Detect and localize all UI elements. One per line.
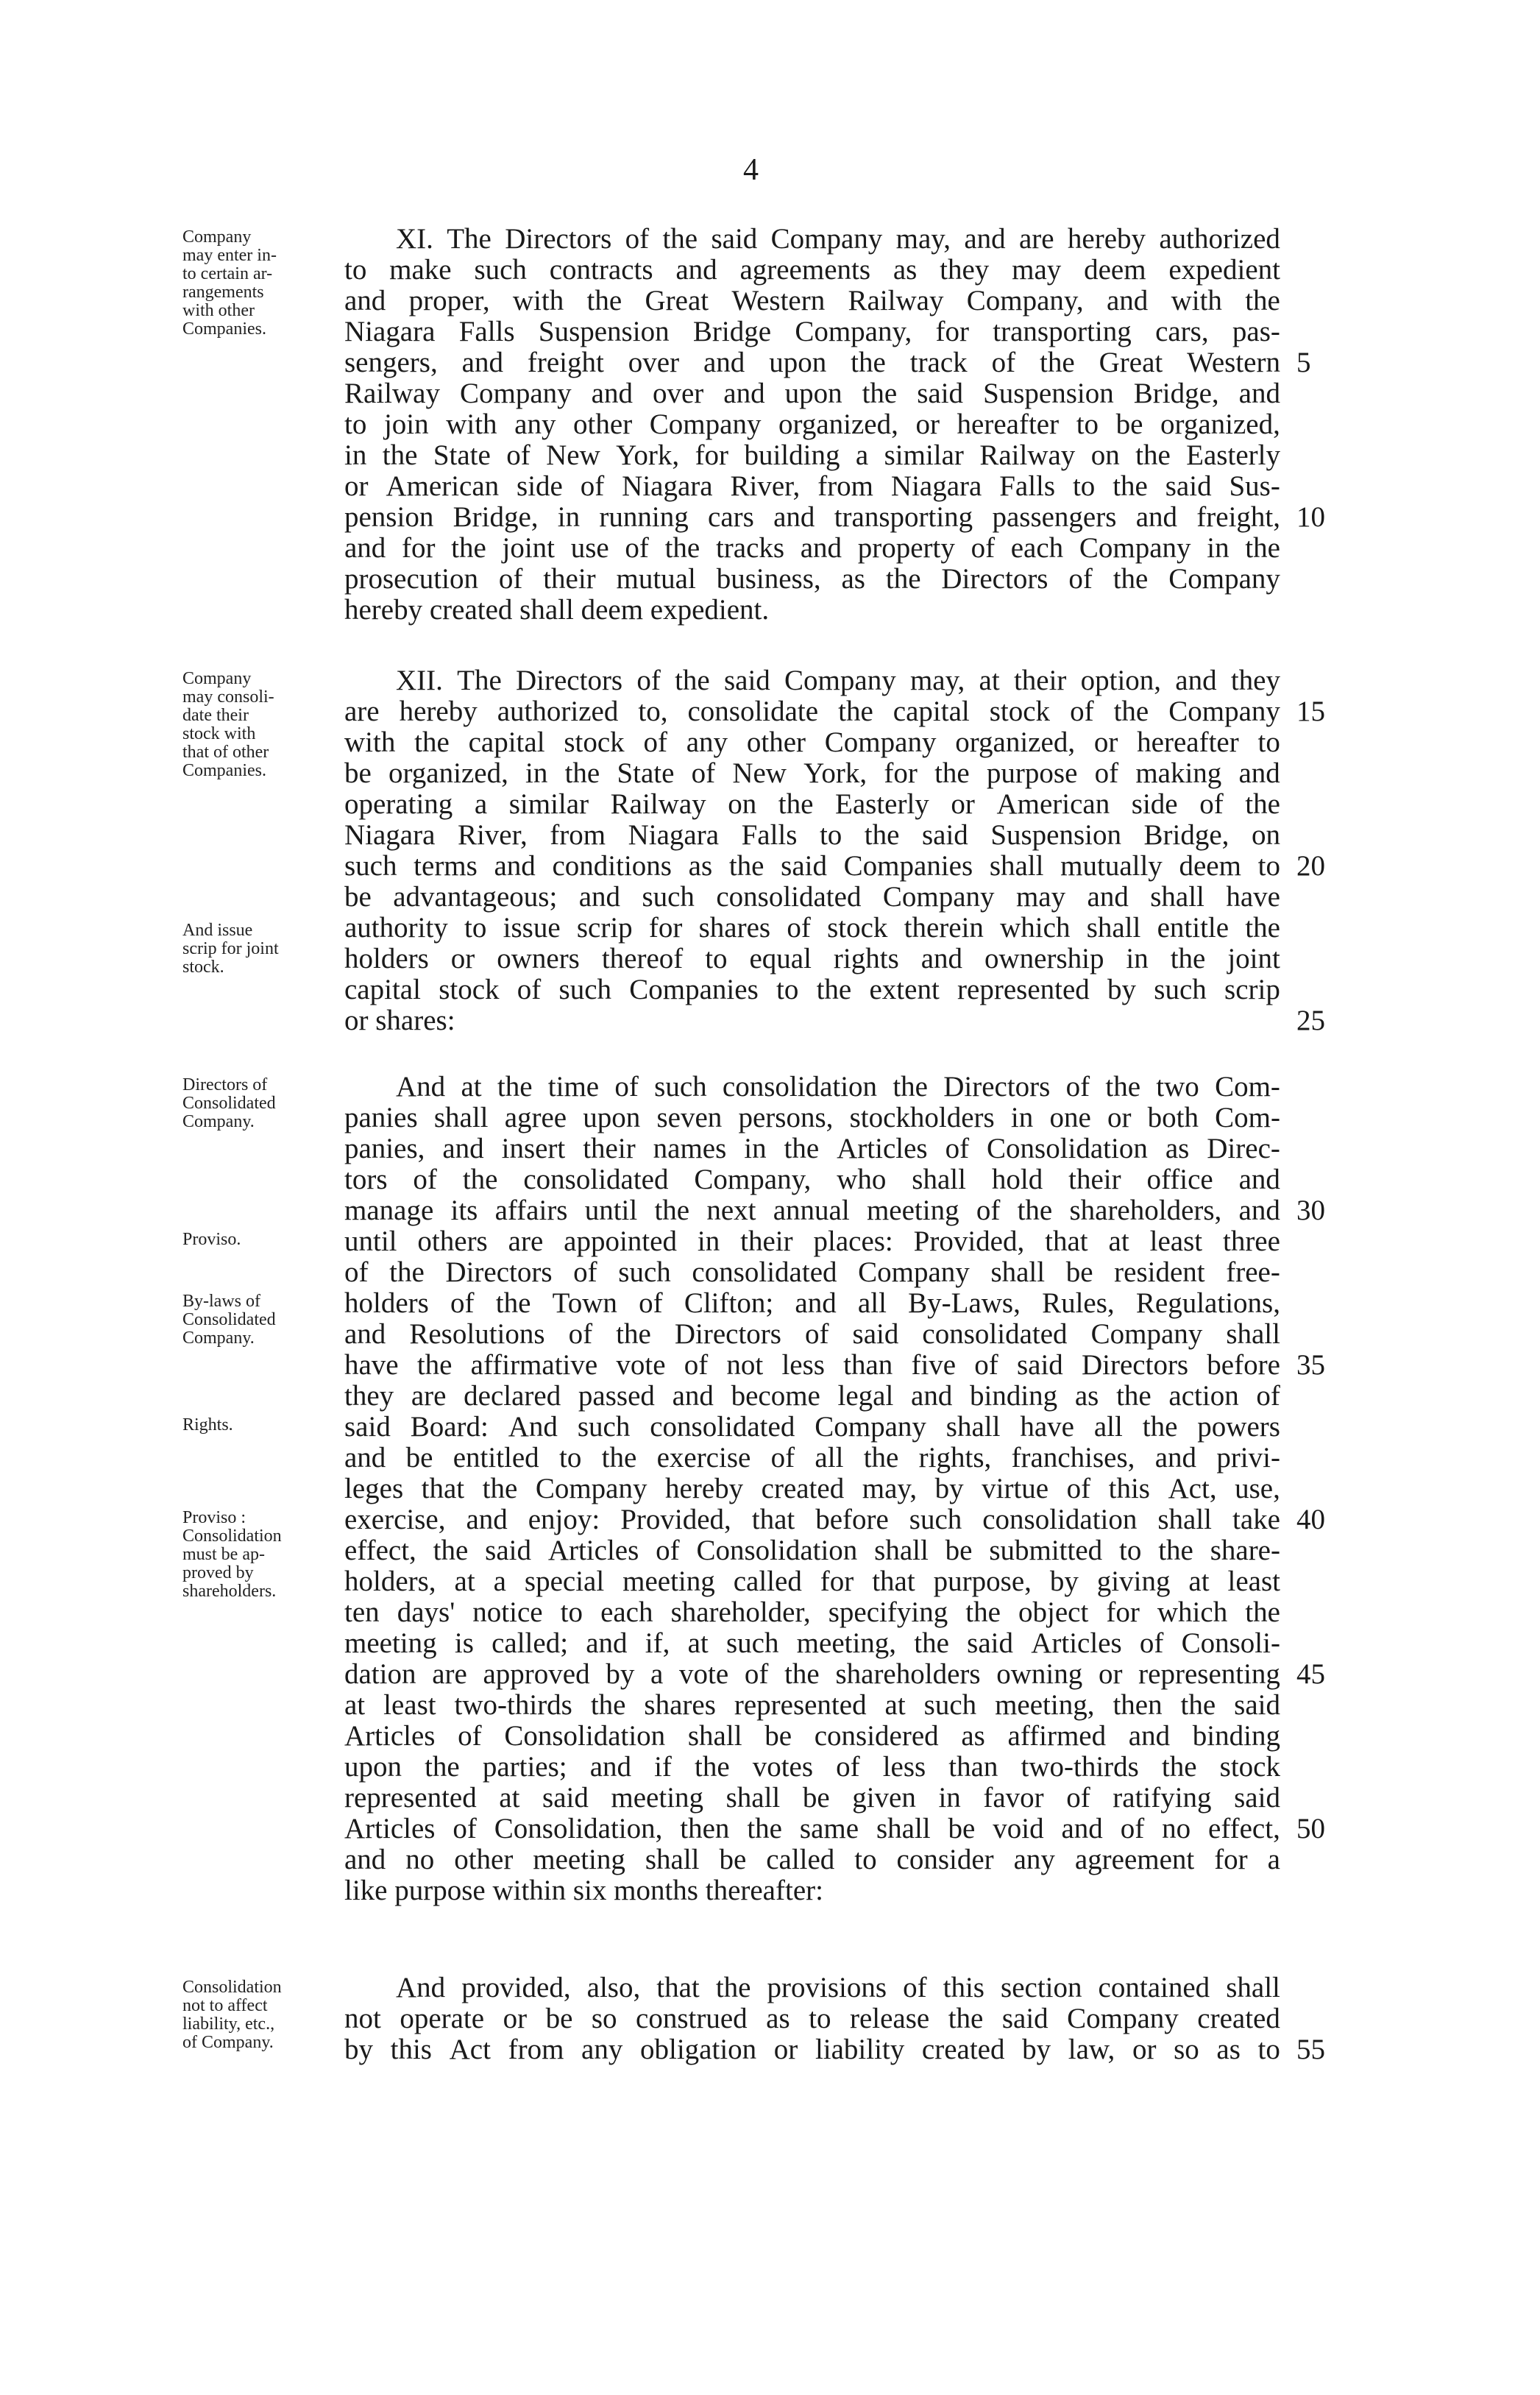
text-line: until others are appointed in their places: Provided, that at least three — [344, 1225, 1280, 1257]
text-line: manage its affairs until the next annual meeting of the shareholders, and — [344, 1195, 1280, 1226]
text-line: such terms and conditions as the said Companies shall mutually deem to — [344, 850, 1280, 882]
text-line: like purpose within six months thereafter: — [344, 1875, 823, 1906]
text-line: Articles of Consolidation, then the same shall be void and of no effect, — [344, 1813, 1280, 1844]
line-number: 35 — [1296, 1349, 1325, 1381]
text-line: And provided, also, that the provisions of this section contained shall — [396, 1972, 1280, 2003]
page-number: 4 — [743, 153, 759, 187]
margin-note-company-may-enter: Company may enter in- to certain ar- rangements with other Companies. — [182, 227, 277, 339]
text-line: Niagara River, from Niagara Falls to the said Suspension Bridge, on — [344, 819, 1280, 851]
line-number: 50 — [1296, 1813, 1325, 1844]
text-line: to join with any other Company organized, or hereafter to be organized, — [344, 408, 1280, 440]
text-line: said Board: And such consolidated Company shall have all the powers — [344, 1411, 1280, 1443]
section-body — [344, 665, 1280, 1036]
text-line: be advantageous; and such consolidated Company may and shall have — [344, 881, 1280, 913]
text-line: XII. The Directors of the said Company may, at their option, and they — [396, 665, 1280, 696]
line-number: 10 — [1296, 501, 1325, 533]
text-line: holders or owners thereof to equal rights and ownership in the joint — [344, 943, 1280, 974]
text-line: and Resolutions of the Directors of said consolidated Company shall — [344, 1318, 1280, 1350]
text-line: and no other meeting shall be called to consider any agreement for a — [344, 1844, 1280, 1875]
text-line: operating a similar Railway on the Easterly or American side of the — [344, 788, 1280, 820]
text-line: have the affirmative vote of not less than five of said Directors before — [344, 1349, 1280, 1381]
text-line: at least two-thirds the shares represented at such meeting, then the said — [344, 1689, 1280, 1721]
text-line: Niagara Falls Suspension Bridge Company, for transporting cars, pas- — [344, 316, 1280, 347]
text-line: dation are approved by a vote of the shareholders owning or representing — [344, 1658, 1280, 1690]
text-line: or shares: — [344, 1005, 455, 1036]
section-body — [344, 1072, 1280, 1906]
text-line: pension Bridge, in running cars and transporting passengers and freight, — [344, 501, 1280, 533]
margin-note-proviso-consolidation: Proviso : Consolidation must be ap- proved by shareholders. — [182, 1508, 282, 1601]
text-line: meeting is called; and if, at such meeting, the said Articles of Consoli- — [344, 1627, 1280, 1659]
text-line: tors of the consolidated Company, who shall hold their office and — [344, 1164, 1280, 1195]
line-number: 40 — [1296, 1504, 1325, 1535]
text-line: hereby created shall deem expedient. — [344, 594, 770, 626]
text-line: are hereby authorized to, consolidate the capital stock of the Company — [344, 696, 1280, 727]
text-line: in the State of New York, for building a similar Railway on the Easterly — [344, 439, 1280, 471]
text-line: or American side of Niagara River, from Niagara Falls to the said Sus- — [344, 470, 1280, 502]
section-body — [344, 1973, 1280, 2065]
text-line: holders of the Town of Clifton; and all By-Laws, Rules, Regulations, — [344, 1287, 1280, 1319]
text-line: ten days' notice to each shareholder, specifying the object for which the — [344, 1596, 1280, 1628]
text-line: prosecution of their mutual business, as the Directors of the Company — [344, 563, 1280, 595]
section-body — [344, 224, 1280, 626]
text-line: and for the joint use of the tracks and property of each Company in the — [344, 532, 1280, 564]
margin-note-directors: Directors of Consolidated Company. — [182, 1075, 276, 1131]
text-line: and be entitled to the exercise of all the rights, franchises, and privi- — [344, 1442, 1280, 1474]
text-line: not operate or be so construed as to release the said Company created — [344, 2003, 1280, 2034]
text-line: represented at said meeting shall be given in favor of ratifying said — [344, 1782, 1280, 1814]
line-number: 15 — [1296, 696, 1325, 727]
text-line: Articles of Consolidation shall be considered as affirmed and binding — [344, 1720, 1280, 1752]
margin-note-company-may-consolidate: Company may consoli- date their stock with that of other Companies. — [182, 669, 274, 780]
line-number: 45 — [1296, 1658, 1325, 1690]
text-line: exercise, and enjoy: Provided, that before such consolidation shall take — [344, 1504, 1280, 1535]
margin-note-bylaws: By-laws of Consolidated Company. — [182, 1292, 276, 1348]
margin-note-consolidation-liability: Consolidation not to affect liability, etc., of Company. — [182, 1978, 282, 2052]
text-line: be organized, in the State of New York, for the purpose of making and — [344, 757, 1280, 789]
line-number: 25 — [1296, 1005, 1325, 1036]
line-number: 30 — [1296, 1195, 1325, 1226]
text-line: effect, the said Articles of Consolidation shall be submitted to the share- — [344, 1535, 1280, 1566]
line-number: 5 — [1296, 347, 1311, 378]
text-line: XI. The Directors of the said Company may, and are hereby authorized — [396, 223, 1280, 255]
text-line: they are declared passed and become legal and binding as the action of — [344, 1380, 1280, 1412]
text-line: panies, and insert their names in the Articles of Consolidation as Direc- — [344, 1133, 1280, 1164]
line-number: 55 — [1296, 2034, 1325, 2065]
text-line: panies shall agree upon seven persons, stockholders in one or both Com- — [344, 1102, 1280, 1133]
text-line: capital stock of such Companies to the extent represented by such scrip — [344, 974, 1280, 1005]
text-line: and proper, with the Great Western Railway Company, and with the — [344, 285, 1280, 316]
text-line: by this Act from any obligation or liability created by law, or so as to — [344, 2034, 1280, 2065]
text-line: Railway Company and over and upon the said Suspension Bridge, and — [344, 378, 1280, 409]
margin-note-proviso: Proviso. — [182, 1230, 241, 1249]
text-line: And at the time of such consolidation the Directors of the two Com- — [396, 1071, 1280, 1103]
text-line: of the Directors of such consolidated Company shall be resident free- — [344, 1256, 1280, 1288]
margin-note-rights: Rights. — [182, 1415, 233, 1434]
text-line: leges that the Company hereby created may, by virtue of this Act, use, — [344, 1473, 1280, 1504]
text-line: authority to issue scrip for shares of stock therein which shall entitle the — [344, 912, 1280, 944]
text-line: holders, at a special meeting called for that purpose, by giving at least — [344, 1566, 1280, 1597]
text-line: sengers, and freight over and upon the track of the Great Western — [344, 347, 1280, 378]
text-line: with the capital stock of any other Company organized, or hereafter to — [344, 726, 1280, 758]
text-line: to make such contracts and agreements as they may deem expedient — [344, 254, 1280, 286]
line-number: 20 — [1296, 850, 1325, 882]
margin-note-issue-scrip: And issue scrip for joint stock. — [182, 921, 279, 977]
text-line: upon the parties; and if the votes of less than two-thirds the stock — [344, 1751, 1280, 1783]
